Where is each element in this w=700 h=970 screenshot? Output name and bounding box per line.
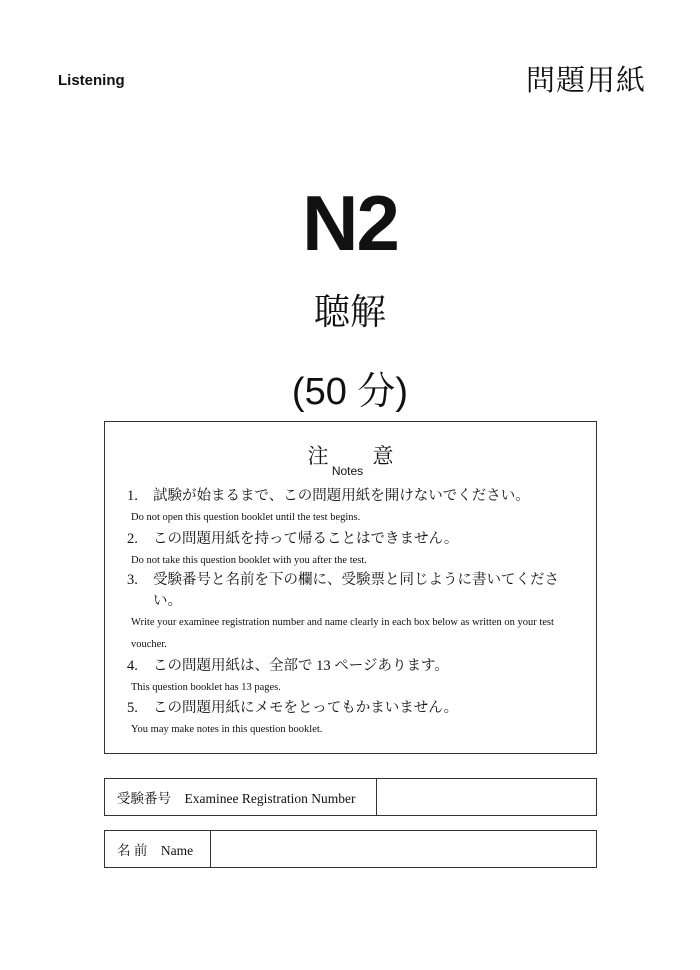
note-text-en: This question booklet has 13 pages. <box>131 682 281 693</box>
note-text-jp: この問題用紙は、全部で 13 ページあります。 <box>153 658 449 674</box>
note-text-en: Do not open this question booklet until the test begins. <box>131 512 361 523</box>
paper-type-label: 問題用紙 <box>525 65 646 97</box>
notes-heading-char-1: 注 <box>307 445 329 468</box>
note-item <box>127 570 583 656</box>
notes-box <box>104 421 597 754</box>
note-text-jp: この問題用紙にメモをとってもかまいません。 <box>153 700 459 716</box>
note-text-en: Write your examinee registration number and name clearly in each box below as written on your test voucher. <box>131 617 554 650</box>
note-text-jp: 試験が始まるまで、この問題用紙を開けないでください。 <box>153 488 530 504</box>
note-item <box>127 698 583 741</box>
registration-number-field <box>104 778 597 816</box>
note-number: 2. <box>127 531 138 547</box>
note-number: 1. <box>127 488 138 504</box>
level-title: N2 <box>302 179 398 267</box>
note-number: 3. <box>127 572 138 588</box>
note-number: 4. <box>127 658 138 674</box>
section-label: Listening <box>58 72 125 89</box>
subject-title: 聴解 <box>313 291 386 332</box>
registration-number-input[interactable] <box>377 779 596 815</box>
note-item <box>127 656 583 699</box>
note-item <box>127 486 583 529</box>
note-item <box>127 529 583 572</box>
name-field <box>104 830 597 868</box>
note-text-jp: 受験番号と名前を下の欄に、受験票と同じように書いてください。 <box>153 572 559 609</box>
duration-label: (50 分) <box>291 371 409 413</box>
name-input[interactable] <box>211 831 596 867</box>
notes-heading-char-2: 意 <box>372 445 394 468</box>
note-number: 5. <box>127 700 138 716</box>
registration-number-label: 受験番号 Examinee Registration Number <box>105 779 377 815</box>
note-text-jp: この問題用紙を持って帰ることはできません。 <box>153 531 459 547</box>
note-text-en: Do not take this question booklet with you after the test. <box>131 555 367 566</box>
notes-subheading: Notes <box>331 464 364 478</box>
name-label: 名 前 Name <box>105 831 211 867</box>
note-text-en: You may make notes in this question booklet. <box>131 724 323 735</box>
